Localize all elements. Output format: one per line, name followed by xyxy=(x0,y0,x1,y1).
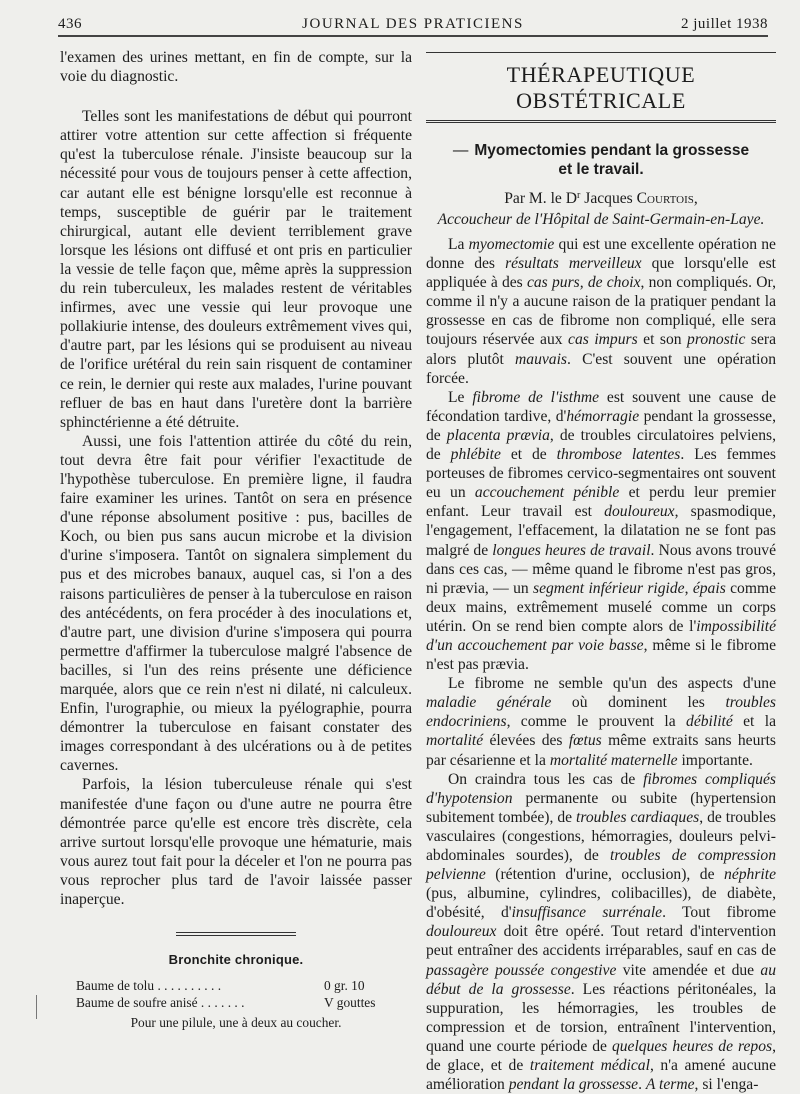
article-title-line-1: Myomectomies pendant la grossesse xyxy=(474,142,750,159)
ingredient-name: Baume de soufre anisé . . . . . . . xyxy=(76,995,245,1011)
journal-title: JOURNAL DES PRATICIENS xyxy=(302,16,524,32)
paragraph: Aussi, une fois l'attention attirée du côté du rein, tout devra être fait pour vérifier l'exactitude de l'hypothèse tuberculose. En première ligne, il faudra faire examiner les urines. Tantôt on sera en présence d'une réponse absolument positive : pus, bacilles de Koch, ou bien pus sans aucun microbe et la division d'urine s'imposera. Tantôt on signalera simplement du pus et des microbes banaux, auquel cas, si l'on a des raisons particulières de penser à la tuberculose en raison des antécédents, on fera procéder à des inoculations et, d'autre part, une division d'urine s'imposera qui pourra permettre d'affirmer la tuberculose malgré l'absence de bacilles, si l'un des reins présente une déficience marquée, alors que ce rein n'est ni dilaté, ni calculeux. Enfin, l'urographie, ou mieux la pyélographie, pourra démontrer la tuberculose en faisant constater des images correspondant à des ulcérations ou à de petites cavernes. xyxy=(60,432,412,775)
ingredient-quantity: 0 gr. 10 xyxy=(324,978,365,994)
page-number: 436 xyxy=(58,16,82,32)
continuation-paragraph: l'examen des urines mettant, en fin de compte, sur la voie du diagnostic. xyxy=(60,49,412,86)
ingredient-quantity: V gouttes xyxy=(324,995,376,1011)
issue-date: 2 juillet 1938 xyxy=(681,16,768,32)
paragraph: La myomectomie qui est une excellente opération ne donne des résultats merveilleux que lorsqu'elle est appliquée à des cas purs, de choix, non compliqués. Or, comme il n'y a aucune raison de la pratiquer pendant la grossesse en cas de fibrome non compliqué, elle sera toujours réservée aux cas impurs et son pronostic sera alors plutôt mauvais. C'est souvent une opération forcée. xyxy=(426,236,777,387)
title-dash: — xyxy=(452,142,469,159)
paragraph: Parfois, la lésion tuberculeuse rénale qui s'est manifestée d'une façon ou d'une autre ne pourra être démontrée parce qu'elle est encore très discrète, cela arrive surtout lorsqu'elle provoque une hématurie, mais vous aurez tout fait pour la déceler et l'on ne pourra pas vous reprocher plus tard de l'avoir laissée passer inaperçue. xyxy=(60,776,412,909)
left-column xyxy=(60,48,412,1032)
paragraph: On craindra tous les cas de fibromes compliqués d'hypotension permanente ou subite (hypertension subitement tombée), de troubles cardiaques, de troubles vasculaires (congestions, hémorragies, douleurs pelvi-abdominales sourdes), de troubles de compression pelvienne (rétention d'urine, occlusion), de néphrite (pus, albumine, cylindres, colibacilles), de diabète, d'obésité, d'insuffisance surrénale. Tout fibrome douloureux doit être opéré. Tout retard d'intervention peut entraîner des accidents irréparables, sauf en cas de passagère poussée congestive vite amendée et due au début de la grossesse. Les réactions péritonéales, la suppuration, les hémorragies, les troubles de compression et de torsion, entraînent l'intervention, quand une courte période de quelques heures de repos, de glace, et de traitement médical, n'a amené aucune amélioration pendant la grossesse. A terme, si l'enga- xyxy=(426,770,777,1094)
right-column xyxy=(426,48,776,1094)
ingredient-name: Baume de tolu . . . . . . . . . . xyxy=(76,978,222,994)
double-rule-divider xyxy=(176,932,296,936)
article-title-line-2: et le travail. xyxy=(558,161,644,178)
prescription-item xyxy=(76,977,412,994)
prescription-box xyxy=(60,950,412,1032)
prescription-item xyxy=(76,994,412,1011)
running-header xyxy=(58,12,768,34)
header-rule xyxy=(58,35,768,37)
author-byline: Par M. le $D^r$ Jacques Courtois, xyxy=(504,190,698,207)
article-title xyxy=(426,141,776,179)
paragraph: Le fibrome ne semble qu'un des aspects d'une maladie générale où dominent les troubles endocriniens, comme le prouvent la débilité et la mortalité élevées des fœtus même extraits sans heurts par césarienne et la mortalité maternelle importante. xyxy=(426,675,776,769)
margin-mark xyxy=(36,995,38,1019)
author-affiliation: Accoucheur de l'Hôpital de Saint-Germain-en-Laye. xyxy=(437,211,765,228)
section-title: THÉRAPEUTIQUE OBSTÉTRICALE xyxy=(426,52,776,123)
prescription-title: Bronchite chronique. xyxy=(168,952,304,968)
dosage-note: Pour une pilule, une à deux au coucher. xyxy=(130,1015,342,1031)
paragraph: Le fibrome de l'isthme est souvent une cause de fécondation tardive, d'hémorragie pendant la grossesse, de placenta prævia, de troubles circulatoires pelviens, de phlébite et de thrombose latentes. Les femmes porteuses de fibromes cervico-segmentaires ont souvent eu un accouchement pénible et perdu leur premier enfant. Leur travail est douloureux, spasmodique, l'engagement, l'effacement, la dilatation ne se font pas malgré de longues heures de travail. Nous avons trouvé dans ces cas, — même quand le fibrome n'est pas gros, ni prævia, — un segment inférieur rigide, épais comme deux mains, extrêmement muselé comme un corps utérin. On se rend bien compte alors de l'impossibilité d'un accouchement par voie basse, même si le fibrome n'est pas prævia. xyxy=(426,388,777,674)
paragraph: Telles sont les manifestations de début qui pourront attirer votre attention sur cette affection si fréquente qu'est la tuberculose rénale. J'insiste beaucoup sur la nécessité pour vous de toujours penser à cette affection, car autant elle est bénigne lorsqu'elle est reconnue à temps, susceptible de guérir par le traitement chirurgical, autant elle devient terriblement grave lorsque les lésions ont diffusé et ont pris en particulier la vessie de telle façon que, même après la suppression du rein tuberculeux, les malades restent de véritables infirmes, avec une vessie qui leur provoque une pollakiurie intense, des douleurs extrêmement vives qui, d'autre part, par les lésions qui se produisent au niveau de l'orifice urétéral du rein sain risquent de contaminer ce rein, le dernier qui reste aux malades, l'urine pouvant refluer de bas en haut dans l'uretère dont la barrière sphinctérienne a été détruite. xyxy=(60,108,412,431)
